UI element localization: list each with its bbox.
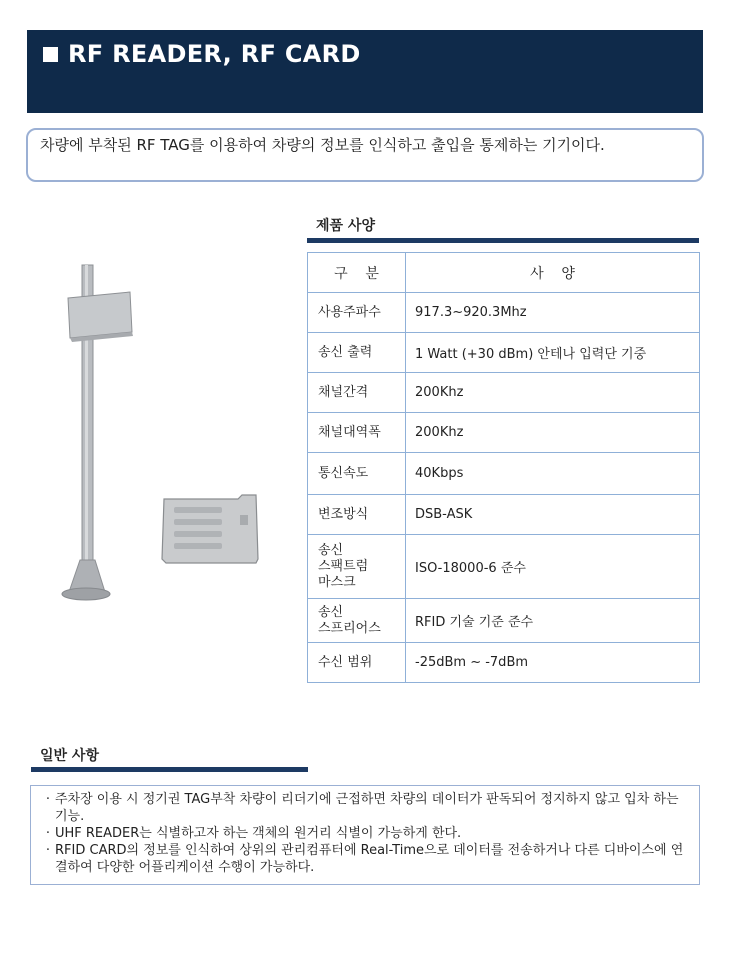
general-title-rule <box>31 767 308 772</box>
spec-row <box>308 333 700 373</box>
spec-section-title: 제품 사양 <box>316 218 375 234</box>
spec-row-label: 통신속도 <box>308 453 406 495</box>
spec-header-category: 구 분 <box>308 253 406 293</box>
general-note-text: 주차장 이용 시 정기권 TAG부착 차량이 리더기에 근접하면 차량의 데이터가 판독되어 정지하지 않고 입차 하는 기능. <box>55 792 679 824</box>
spec-row-label: 송신 출력 <box>308 333 406 373</box>
rf-card-image <box>160 493 260 565</box>
page-title <box>43 40 361 68</box>
spec-row <box>308 535 700 599</box>
spec-row-label: 채널간격 <box>308 373 406 413</box>
spec-row-label: 송신 스팩트럼 마스크 <box>308 535 406 599</box>
spec-row-value: 40Kbps <box>406 453 700 495</box>
spec-table <box>307 252 700 683</box>
spec-row <box>308 293 700 333</box>
header-banner <box>27 30 703 113</box>
spec-header-spec: 사 양 <box>406 253 700 293</box>
bullet-dot-icon: · <box>45 843 51 858</box>
general-note-text: UHF READER는 식별하고자 하는 객체의 원거리 식별이 가능하게 한다. <box>55 826 462 841</box>
spec-row-label: 수신 범위 <box>308 643 406 683</box>
general-section-title: 일반 사항 <box>40 748 99 764</box>
spec-row <box>308 413 700 453</box>
spec-row-value: -25dBm ~ -7dBm <box>406 643 700 683</box>
general-note-item <box>41 791 689 825</box>
spec-row-label: 송신 스프리어스 <box>308 599 406 643</box>
page-title-text: RF READER, RF CARD <box>68 40 361 68</box>
spec-header-row <box>308 253 700 293</box>
general-note-text: RFID CARD의 정보를 인식하여 상위의 관리컴퓨터에 Real-Time으로 데이터를 전송하거나 다른 디바이스에 연결하여 다양한 어플리케이션 수행이 가능하다. <box>55 843 684 875</box>
general-notes-box <box>30 785 700 885</box>
spec-row <box>308 643 700 683</box>
spec-row-label: 변조방식 <box>308 495 406 535</box>
spec-row <box>308 495 700 535</box>
spec-row-value: 200Khz <box>406 373 700 413</box>
spec-row-value: ISO-18000-6 준수 <box>406 535 700 599</box>
spec-row-value: 1 Watt (+30 dBm) 안테나 입력단 기중 <box>406 333 700 373</box>
bullet-dot-icon: · <box>45 826 51 841</box>
general-note-item <box>41 825 689 842</box>
spec-row <box>308 373 700 413</box>
spec-row-value: DSB-ASK <box>406 495 700 535</box>
square-bullet-icon <box>43 47 58 62</box>
spec-row <box>308 453 700 495</box>
intro-box: 차량에 부착된 RF TAG를 이용하여 차량의 정보를 인식하고 출입을 통제하는 기기이다. <box>26 128 704 182</box>
spec-row-value: 917.3~920.3Mhz <box>406 293 700 333</box>
spec-row-value: 200Khz <box>406 413 700 453</box>
rf-reader-pole-image <box>55 260 145 605</box>
spec-row-label: 채널대역폭 <box>308 413 406 453</box>
spec-title-rule <box>307 238 699 243</box>
general-note-item <box>41 842 689 876</box>
spec-row-value: RFID 기술 기준 준수 <box>406 599 700 643</box>
spec-row <box>308 599 700 643</box>
bullet-dot-icon: · <box>45 792 51 807</box>
spec-row-label: 사용주파수 <box>308 293 406 333</box>
